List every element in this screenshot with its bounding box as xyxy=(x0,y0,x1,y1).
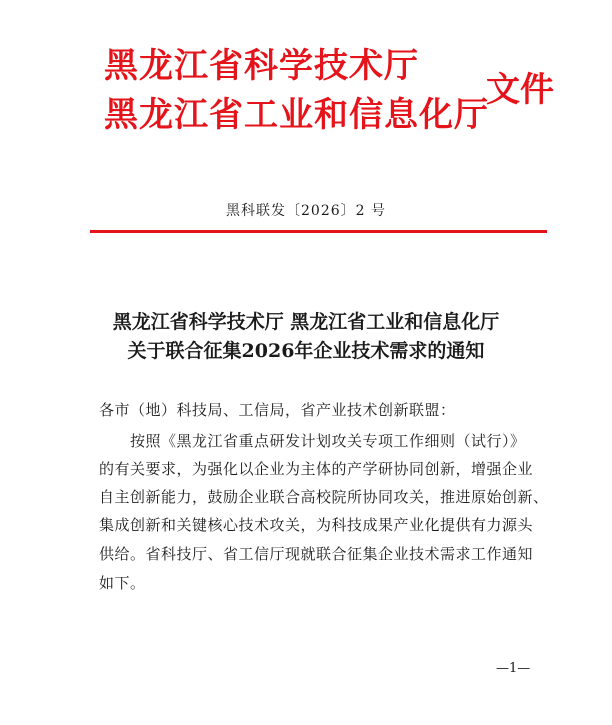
page-number: —1— xyxy=(496,661,531,676)
document-type-label: 文件 xyxy=(486,70,554,110)
body-line: 供给。省科技厅、省工信厅现就联合征集企业技术需求工作通知 xyxy=(99,545,534,563)
body-line: 的有关要求，为强化以企业为主体的产学研协同创新，增强企业 xyxy=(99,460,534,478)
issuer-name-1: 黑龙江省科学技术厅 xyxy=(104,46,419,86)
body-line: 集成创新和关键核心技术攻关，为科技成果产业化提供有力源头 xyxy=(99,516,534,534)
body-line: 自主创新能力，鼓励企业联合高校院所协同攻关，推进原始创新、 xyxy=(99,488,549,506)
document-title-line-2: 关于联合征集2026年企业技术需求的通知 xyxy=(127,340,485,362)
document-number: 黑科联发〔2026〕2 号 xyxy=(226,203,386,219)
body-line: 如下。 xyxy=(99,574,146,592)
issuer-name-2: 黑龙江省工业和信息化厅 xyxy=(104,95,489,135)
red-divider-line xyxy=(90,230,547,233)
body-line: 按照《黑龙江省重点研发计划攻关专项工作细则（试行）》 xyxy=(130,432,526,450)
document-title-line-1: 黑龙江省科学技术厅 黑龙江省工业和信息化厅 xyxy=(112,311,500,333)
salutation: 各市（地）科技局、工信局，省产业技术创新联盟： xyxy=(99,401,456,419)
